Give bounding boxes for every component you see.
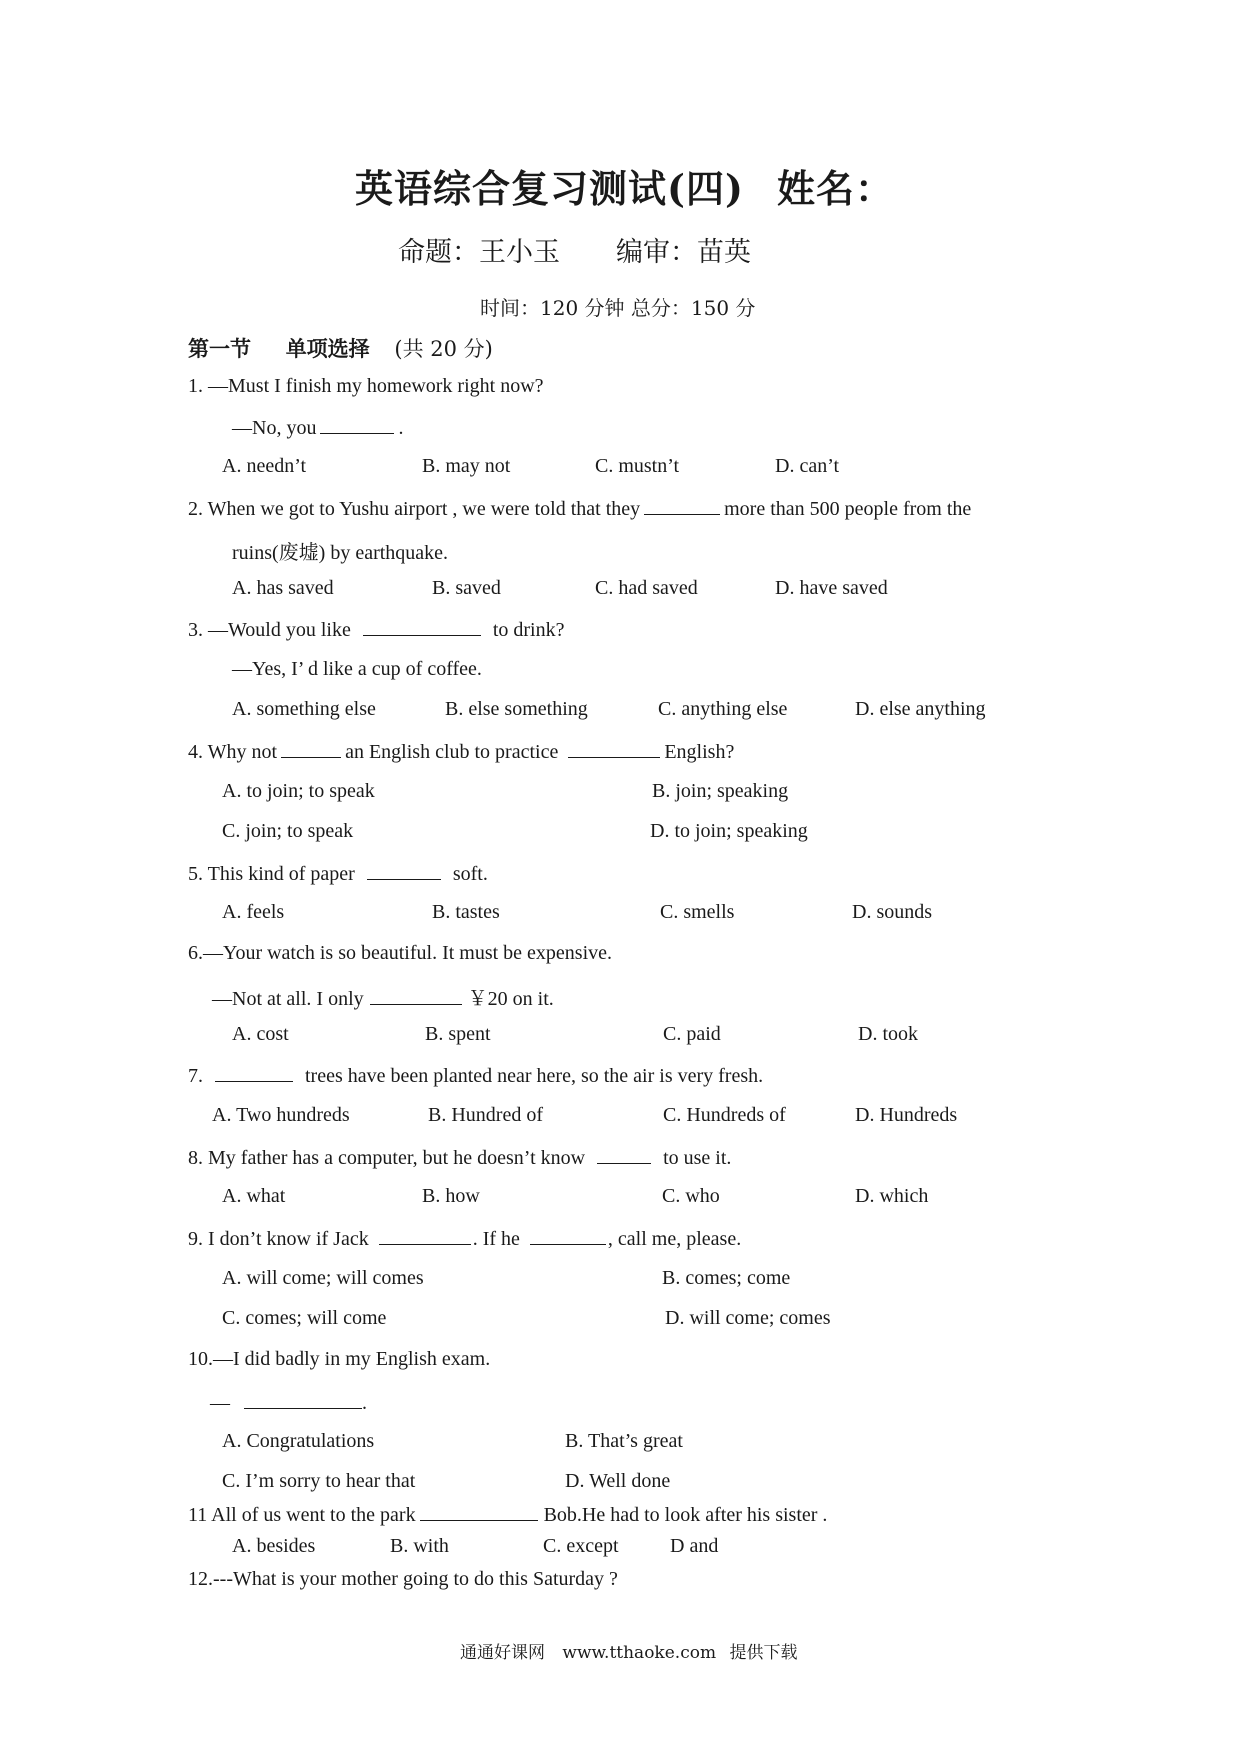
option: D. sounds [852,901,933,923]
answer-blank [367,861,441,880]
answer-blank [530,1226,606,1245]
answer-blank [215,1063,293,1082]
section-number: 第一节 [188,336,251,361]
footer-action: 提供下载 [729,1643,798,1663]
option: A. to join; to speak [222,780,375,802]
answer-blank [379,1226,471,1245]
answer-blank [597,1145,651,1164]
option: B. saved [432,577,501,599]
section-name: 单项选择 [285,336,370,361]
option: A. Congratulations [222,1430,375,1452]
page-title: 英语综合复习测试(四) [355,166,744,211]
option: B. how [422,1185,480,1207]
option: D. Well done [565,1470,671,1492]
option: D. to join; speaking [650,820,808,842]
question-number: 2. [188,498,203,520]
question-2-stem-cont: ruins(废墟) by earthquake. [232,542,449,564]
answer-blank [568,739,660,758]
question-10-reply: — . [210,1392,367,1414]
option: C. join; to speak [222,820,354,842]
option: D. took [858,1023,918,1045]
question-6-reply: —Not at all. I only ￥20 on it. [212,988,554,1010]
question-number: 7. [188,1065,203,1087]
option: B. Hundred of [428,1104,543,1126]
question-number: 9. [188,1228,203,1250]
option: A. needn’t [222,455,307,477]
option: A. feels [222,901,285,923]
question-3-stem: 3. —Would you like to drink? [188,619,565,641]
option: B. tastes [432,901,500,923]
question-12-stem: 12.---What is your mother going to do this Saturday ? [188,1568,618,1590]
option: C. mustn’t [595,455,680,477]
option: D. Hundreds [855,1104,958,1126]
time-line: 时间：120 分钟 总分：150 分 [480,296,756,320]
option: A. what [222,1185,286,1207]
answer-blank [370,986,462,1005]
question-number: 11 [188,1504,208,1526]
question-number: 12. [188,1568,213,1590]
reviewer-line: 编审：苗英 [616,237,751,268]
option: A. cost [232,1023,289,1045]
option: D and [670,1535,719,1557]
option: D. will come; comes [665,1307,831,1329]
question-number: 3. [188,619,203,641]
option: A. something else [232,698,376,720]
footer-url: www.tthaoke.com [562,1643,717,1663]
question-3-reply: —Yes, I’ d like a cup of coffee. [232,658,482,680]
question-6-stem: 6.—Your watch is so beautiful. It must be expensive. [188,942,613,964]
option: B. may not [422,455,511,477]
section-points: (共 20 分) [394,337,493,361]
option: C. who [662,1185,720,1207]
option: C. smells [660,901,735,923]
question-8-stem: 8. My father has a computer, but he doesn’t know to use it. [188,1147,732,1169]
question-10-stem: 10.—I did badly in my English exam. [188,1348,491,1370]
option: B. else something [445,698,588,720]
question-number: 6. [188,942,203,964]
option: B. That’s great [565,1430,683,1452]
question-5-stem: 5. This kind of paper soft. [188,863,488,885]
answer-blank [244,1390,362,1409]
option: C. had saved [595,577,698,599]
author-line: 命题：王小玉 [398,237,560,268]
section-heading [188,333,493,363]
option: C. anything else [658,698,788,720]
question-number: 4. [188,741,203,763]
option: C. comes; will come [222,1307,387,1329]
option: A. Two hundreds [212,1104,350,1126]
question-1-stem: 1. —Must I finish my homework right now? [188,375,544,397]
answer-blank [644,496,720,515]
question-1-reply: —No, you . [232,417,404,439]
option: C. paid [663,1023,721,1045]
option: C. Hundreds of [663,1104,786,1126]
option: C. I’m sorry to hear that [222,1470,416,1492]
option: A. has saved [232,577,334,599]
option: D. have saved [775,577,888,599]
option: D. can’t [775,455,840,477]
question-4-stem: 4. Why not an English club to practice English? [188,741,735,763]
option: D. else anything [855,698,986,720]
option: B. comes; come [662,1267,791,1289]
question-number: 10. [188,1348,213,1370]
question-number: 8. [188,1147,203,1169]
answer-blank [281,739,341,758]
question-number: 1. [188,375,203,397]
question-11-stem: 11 All of us went to the park Bob.He had to look after his sister . [188,1504,828,1526]
option: D. which [855,1185,929,1207]
question-number: 5. [188,863,203,885]
answer-blank [363,617,481,636]
question-7-stem: 7. trees have been planted near here, so the air is very fresh. [188,1065,764,1087]
answer-blank [320,415,394,434]
option: C. except [543,1535,619,1557]
option: A. besides [232,1535,316,1557]
question-9-stem: 9. I don’t know if Jack . If he , call me, please. [188,1228,742,1250]
question-2-stem: 2. When we got to Yushu airport , we were told that they more than 500 people from the [188,498,972,520]
option: B. spent [425,1023,491,1045]
option: B. with [390,1535,449,1557]
name-label: 姓名： [777,166,895,211]
footer [460,1638,797,1663]
option: A. will come; will comes [222,1267,424,1289]
answer-blank [420,1502,538,1521]
footer-site-name: 通通好课网 [460,1643,545,1663]
option: B. join; speaking [652,780,789,802]
